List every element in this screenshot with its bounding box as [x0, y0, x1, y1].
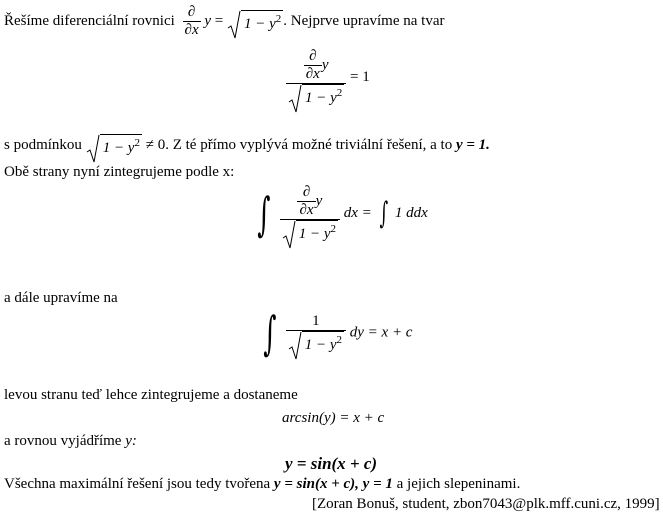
integral-sign: ∫ — [379, 195, 388, 231]
trivial-solution: y = 1. — [455, 136, 490, 153]
left-side-line: levou stranu teď lehce zintegrujeme a dostaneme — [4, 387, 298, 403]
intro-equals: = — [214, 12, 224, 29]
intro-suffix: . Nejprve upravíme na tvar — [283, 12, 445, 29]
integral-sign: ∫ — [263, 306, 277, 360]
equation-2: ∫ $\frac{\partial}{\partial x}$ y $1 - y^2$ dx = ∫ 1 ddx — [252, 184, 428, 243]
condition-line: s podmínkou $1 - y^2 \ne 0$. Z té přímo vyplývá možné triviální řešení, a to y = 1. — [4, 134, 490, 157]
equation-3: ∫ $\frac{1}{1 - y^2}$ dy = x + c — [263, 306, 413, 360]
signature: [Zoran Bonuš, student, zbon7043@plk.mff.cuni.cz, 1999] — [312, 496, 660, 512]
intro-prefix: Řešíme diferenciální rovnici — [4, 12, 175, 29]
equation-5: y = sin(x + c) — [285, 454, 378, 473]
further-line: a dále upravíme na — [4, 290, 118, 306]
equation-4: arcsin(y) = x + c — [282, 410, 385, 426]
conclusion-line: Všechna maximální řešení jsou tedy tvořena y = sin(x + c), y = 1 a jejich slepeninami. — [4, 476, 521, 492]
derivative-operator: $\frac{\partial}{\partial x}$ — [184, 4, 199, 38]
integrate-both-line: Obě strany nyní zintegrujeme podle x: — [4, 164, 235, 180]
intro-line — [4, 4, 444, 39]
express-line: a rovnou vyjádříme y: — [4, 433, 137, 449]
equation-1: $\frac{\partial}{\partial x}$ y $1 - y^2$ = 1 — [286, 48, 370, 107]
intro-y: y — [204, 12, 212, 29]
solutions: y = sin(x + c), y = 1 — [273, 476, 393, 492]
integral-sign: ∫ — [257, 186, 271, 241]
intro-sqrt: $1 - y^2$ — [227, 10, 283, 33]
equation-1-rhs: = 1 — [350, 68, 370, 85]
